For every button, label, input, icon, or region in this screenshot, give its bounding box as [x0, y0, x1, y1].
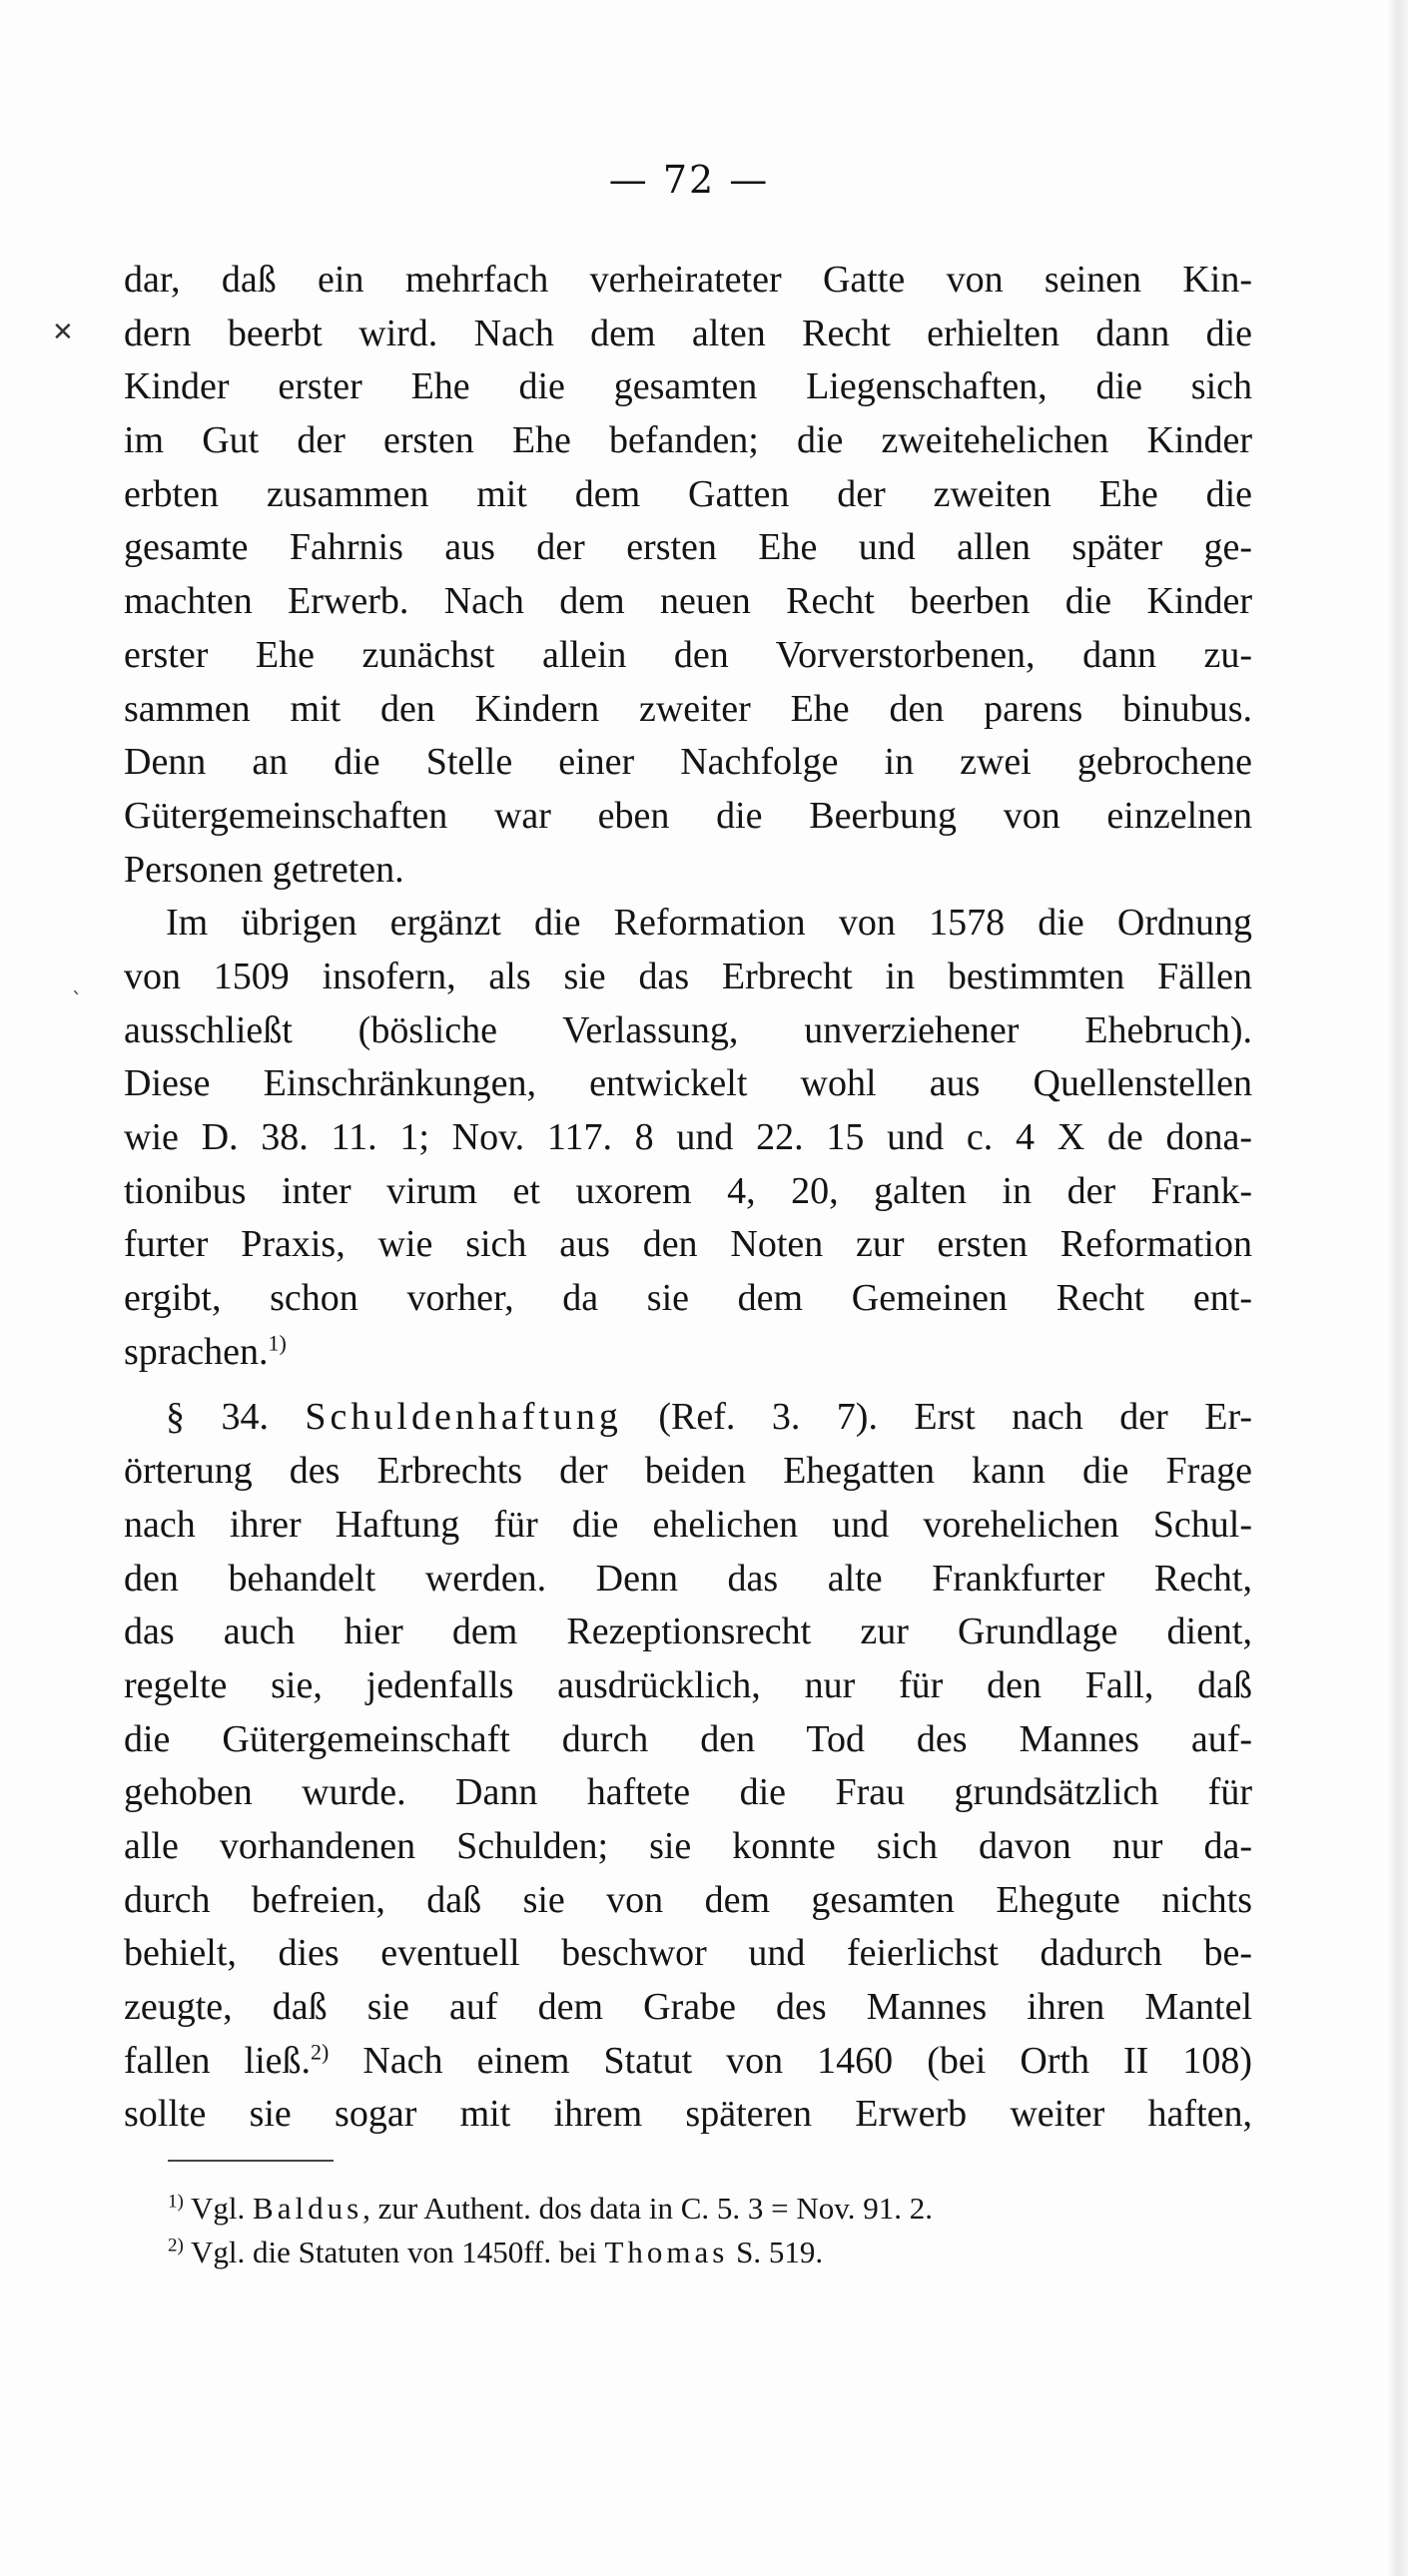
text-line: dern beerbt wird. Nach dem alten Recht erhielten dann die — [124, 312, 1252, 354]
footnotes — [168, 2187, 1266, 2274]
margin-cross-mark: ✕ — [52, 318, 74, 347]
text-line — [124, 2035, 1252, 2089]
footnote-text: Vgl. — [183, 2191, 254, 2226]
text-line: nach ihrer Haftung für die ehelichen und vorehelichen Schul- — [124, 1503, 1252, 1546]
text-line: wie D. 38. 11. 1; Nov. 117. 8 und 22. 15 und c. 4 X de dona- — [124, 1116, 1252, 1158]
text-line: behielt, dies eventuell beschwor und feierlichst dadurch be- — [124, 1932, 1252, 1975]
footnote-divider — [168, 2160, 334, 2162]
text-line: gehoben wurde. Dann haftete die Frau grundsätzlich für — [124, 1771, 1252, 1814]
footnote-author: Thomas — [604, 2235, 729, 2269]
text-line: die Gütergemeinschaft durch den Tod des Mannes auf- — [124, 1717, 1252, 1760]
text-line: Gütergemeinschaften war eben die Beerbung von einzelnen — [124, 794, 1252, 837]
footnote — [168, 2187, 1266, 2231]
main-text — [124, 254, 1252, 2142]
text-line: dar, daß ein mehrfach verheirateter Gatte von seinen Kin- — [124, 259, 1252, 301]
text-line: zeugte, daß sie auf dem Grabe des Mannes ihren Mantel — [124, 1986, 1252, 2028]
text-line: alle vorhandenen Schulden; sie konnte sich davon nur da- — [124, 1824, 1252, 1867]
page-number: — 72 — — [608, 158, 770, 202]
text-line: erster Ehe zunächst allein den Vorverstorbenen, dann zu- — [124, 633, 1252, 676]
text-line: örterung des Erbrechts der beiden Ehegatten kann die Frage — [124, 1450, 1252, 1493]
text-segment: Nach einem Statut von 1460 (bei Orth II 108) — [329, 2039, 1252, 2082]
text-line: im Gut der ersten Ehe befanden; die zweitehelichen Kinder — [124, 419, 1252, 462]
text-line: sammen mit den Kindern zweiter Ehe den parens binubus. — [124, 687, 1252, 730]
text-line: machten Erwerb. Nach dem neuen Recht beerben die Kinder — [124, 580, 1252, 623]
footnote-marker: 2) — [168, 2235, 184, 2256]
footnote-text: Vgl. die Statuten von 1450ff. bei — [183, 2235, 605, 2269]
footnote-marker: 1) — [168, 2191, 184, 2213]
section-number: § 34. — [166, 1396, 306, 1439]
text-line: gesamte Fahrnis aus der ersten Ehe und allen später ge- — [124, 526, 1252, 569]
footnote — [168, 2231, 1266, 2274]
text-segment: fallen ließ. — [124, 2039, 312, 2082]
margin-tick-mark: ˎ — [72, 970, 82, 994]
text-line: ergibt, schon vorher, da sie dem Gemeinen Recht ent- — [124, 1277, 1252, 1320]
section-heading-line — [124, 1391, 1252, 1445]
text-line: von 1509 insofern, als sie das Erbrecht in bestimmten Fällen — [124, 955, 1252, 997]
text-line: sollte sie sogar mit ihrem späteren Erwerb weiter haften, — [124, 2093, 1252, 2136]
text-line: den behandelt werden. Denn das alte Frankfurter Recht, — [124, 1557, 1252, 1600]
text-segment: sprachen. — [124, 1330, 269, 1373]
section-title: Schuldenhaftung — [305, 1396, 622, 1439]
text-line: Im übrigen ergänzt die Reformation von 1578 die Ordnung — [166, 902, 1252, 945]
text-line — [124, 1326, 1252, 1380]
text-line: regelte sie, jedenfalls ausdrücklich, nur für den Fall, daß — [124, 1663, 1252, 1706]
text-line: durch befreien, daß sie von dem gesamten Ehegute nichts — [124, 1878, 1252, 1921]
text-segment: (Ref. 3. 7). Erst nach der Er- — [621, 1396, 1252, 1439]
footnote-author: Baldus — [253, 2191, 363, 2226]
footnote-text: , zur Authent. dos data in C. 5. 3 = Nov. 91. 2. — [362, 2191, 933, 2226]
page-edge-shadow — [1386, 0, 1408, 2576]
footnote-ref: 2) — [311, 2039, 330, 2065]
footnote-ref: 1) — [268, 1330, 287, 1356]
text-line: tionibus inter virum et uxorem 4, 20, galten in der Frank- — [124, 1169, 1252, 1212]
text-line: Kinder erster Ehe die gesamten Liegenschaften, die sich — [124, 365, 1252, 408]
text-line: ausschließt (bösliche Verlassung, unverziehener Ehebruch). — [124, 1008, 1252, 1051]
text-line: Personen getreten. — [124, 848, 404, 891]
text-line: Denn an die Stelle einer Nachfolge in zwei gebrochene — [124, 741, 1252, 784]
text-line: erbten zusammen mit dem Gatten der zweiten Ehe die — [124, 472, 1252, 515]
text-line: Diese Einschränkungen, entwickelt wohl aus Quellenstellen — [124, 1062, 1252, 1105]
footnote-text: S. 519. — [728, 2235, 824, 2269]
text-line: furter Praxis, wie sich aus den Noten zur ersten Reformation — [124, 1223, 1252, 1266]
text-line: das auch hier dem Rezeptionsrecht zur Grundlage dient, — [124, 1610, 1252, 1653]
